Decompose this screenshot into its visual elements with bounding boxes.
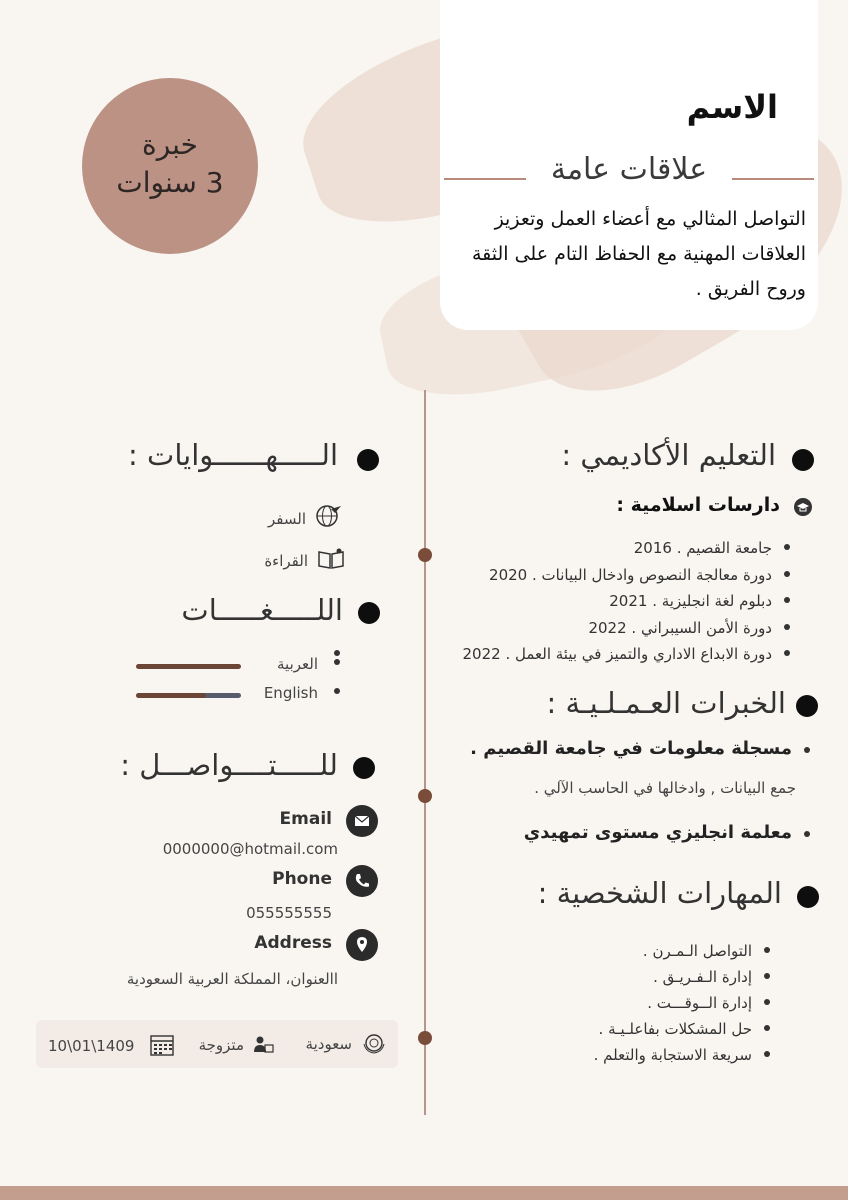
un-globe-icon — [362, 1032, 386, 1054]
footer-stripe — [0, 1186, 848, 1200]
section-bullet — [357, 449, 379, 471]
section-bullet — [796, 695, 818, 717]
timeline-dot — [418, 1031, 432, 1045]
email-icon — [346, 805, 378, 837]
section-bullet — [353, 757, 375, 779]
skill-item: إدارة الـفـريـق . — [594, 964, 752, 990]
degree-title: دارسات اسلامية : — [616, 494, 780, 516]
language-label: العربية — [277, 655, 318, 673]
marital-status: متزوجة — [198, 1036, 244, 1054]
lang-bullet — [334, 650, 340, 656]
phone-icon — [346, 865, 378, 897]
timeline-dot — [418, 789, 432, 803]
travel-globe-icon — [314, 503, 342, 529]
job-description: جمع البيانات , وادخالها في الحاسب الآلي . — [534, 779, 796, 797]
education-list — [463, 535, 791, 668]
job-item: معلمة انجليزي مستوى تمهيدي — [523, 822, 792, 843]
address-value: االعنوان، المملكة العربية السعودية — [126, 970, 338, 988]
relations-title: علاقات عامة — [550, 152, 708, 187]
hobbies-title: الـــــهــــــوايات : — [128, 438, 338, 472]
experience-label: خبرة — [142, 128, 198, 161]
list-item: دورة الابداع الاداري والتميز في بيئة العمل . 2022 — [463, 641, 773, 668]
languages-title: اللـــــغـــــات — [181, 593, 343, 627]
address-label: Address — [254, 933, 332, 953]
language-bar-arabic — [136, 664, 241, 669]
relations-text: التواصل المثالي مع أعضاء العمل وتعزيز العلاقات المهنية مع الحفاظ التام على الثقة وروح الفريق . — [471, 208, 806, 300]
skill-item: التواصل الـمـرن . — [594, 938, 752, 964]
experience-badge — [82, 78, 258, 254]
timeline-dot — [418, 548, 432, 562]
experience-years: 3 سنوات — [116, 166, 224, 199]
hobby-label: القراءة — [264, 552, 308, 570]
skill-item: سريعة الاستجابة والتعلم . — [594, 1042, 752, 1068]
language-bar-english — [136, 693, 241, 698]
email-value[interactable]: 0000000@hotmail.com — [162, 840, 338, 858]
jobs-list — [524, 822, 810, 843]
person-id-icon — [252, 1033, 274, 1055]
section-bullet — [797, 886, 819, 908]
jobs-list — [470, 738, 810, 759]
job-item: مسجلة معلومات في جامعة القصيم . — [470, 738, 792, 759]
skill-item: حل المشكلات بفاعلـيـة . — [594, 1016, 752, 1042]
contact-title: للـــــتــــواصـــل : — [120, 748, 338, 782]
header-card — [440, 0, 818, 330]
section-bullet — [792, 449, 814, 471]
location-pin-icon — [346, 929, 378, 961]
lang-bullet — [334, 659, 340, 665]
email-label: Email — [279, 809, 332, 829]
skills-list — [594, 938, 770, 1068]
hobby-label: السفر — [268, 510, 306, 528]
list-item: جامعة القصيم . 2016 — [463, 535, 773, 562]
skills-title: المهارات الشخصية : — [537, 876, 782, 910]
calendar-icon — [149, 1033, 175, 1057]
nationality: سعودية — [305, 1035, 352, 1053]
language-bar-fill — [136, 693, 206, 698]
language-label: English — [263, 684, 318, 702]
section-bullet — [358, 602, 380, 624]
list-item: دبلوم لغة انجليزية . 2021 — [463, 588, 773, 615]
list-item: دورة معالجة النصوص وادخال البيانات . 2020 — [463, 562, 773, 589]
education-title: التعليم الأكاديمي : — [561, 438, 776, 472]
graduation-cap-icon — [794, 498, 812, 516]
full-name: الاسم — [686, 88, 778, 126]
phone-value[interactable]: 055555555 — [246, 904, 332, 922]
experience-title: الخبرات العـمـلـيـة : — [546, 686, 786, 720]
birth-date: 10\01\1409 — [48, 1037, 135, 1055]
phone-label: Phone — [272, 869, 332, 889]
lang-bullet — [334, 688, 340, 694]
list-item: دورة الأمن السيبراني . 2022 — [463, 615, 773, 642]
book-reading-icon — [317, 548, 345, 570]
timeline-line — [424, 390, 426, 1115]
skill-item: إدارة الــوقـــت . — [594, 990, 752, 1016]
